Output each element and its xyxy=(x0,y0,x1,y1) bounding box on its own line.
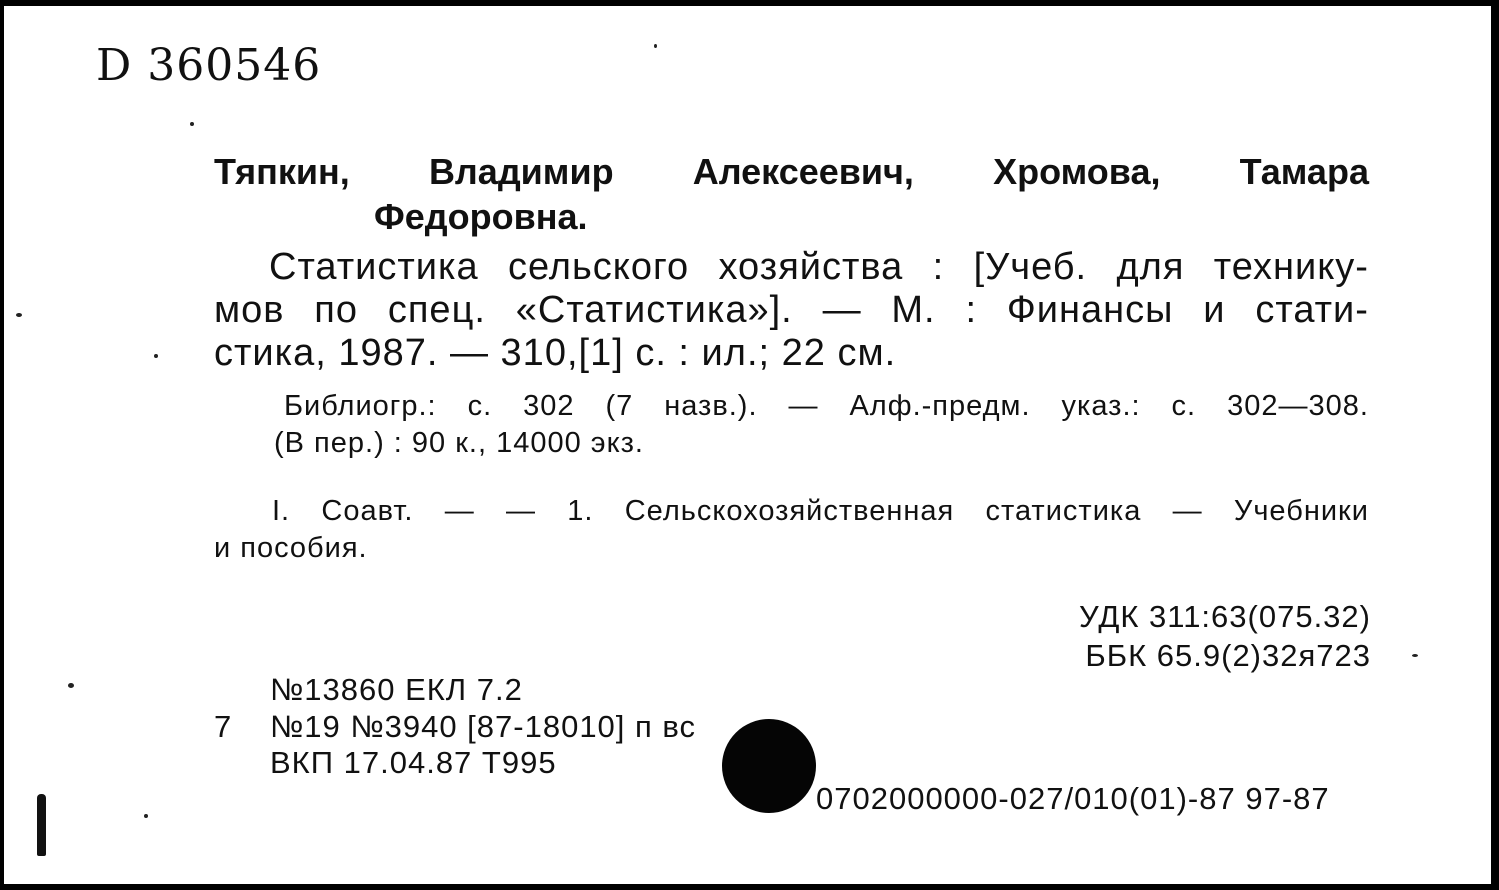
note-word: 302—308. xyxy=(1227,390,1369,422)
speck xyxy=(154,354,158,358)
note-word: с. xyxy=(1171,390,1197,422)
title-line-1 xyxy=(214,246,1369,289)
authors-line-1 xyxy=(214,151,1369,193)
speck xyxy=(144,814,148,818)
subject-word: Сельскохозяйственная xyxy=(624,495,955,527)
title-word: Финансы xyxy=(1006,289,1174,331)
subject-word: Учебники xyxy=(1233,495,1369,527)
record-line-2-prefix: 7 xyxy=(214,709,233,744)
title-word: мов xyxy=(214,289,285,331)
notes-line-1 xyxy=(284,390,1369,423)
bbk-code: ББК 65.9(2)32я723 xyxy=(1085,638,1371,673)
note-word: назв.). xyxy=(664,390,758,422)
title-word: М. xyxy=(891,289,936,331)
subject-word: — xyxy=(444,495,475,527)
speck xyxy=(16,313,22,317)
authors-line-2: Федоровна. xyxy=(374,196,588,237)
call-number: D 360546 xyxy=(96,40,322,91)
record-line-2: №19 №3940 [87-18010] п вс xyxy=(270,709,697,744)
note-word: Алф.-предм. xyxy=(849,390,1031,422)
author-word: Алексеевич, xyxy=(692,151,914,192)
subject-word: — xyxy=(1172,495,1203,527)
subjects-line-1 xyxy=(272,495,1369,528)
note-word: (7 xyxy=(605,390,634,422)
title-word: — xyxy=(822,289,862,331)
note-word: Библиогр.: xyxy=(284,390,437,422)
title-word: сельского xyxy=(507,246,690,288)
notes-line-2: (В пер.) : 90 к., 14000 экз. xyxy=(274,427,644,459)
author-word: Хромова, xyxy=(993,151,1161,192)
edge-mark xyxy=(37,794,46,856)
title-word: по xyxy=(314,289,359,331)
title-word: технику- xyxy=(1213,246,1369,288)
title-word: спец. xyxy=(387,289,486,331)
title-word: хозяйства xyxy=(718,246,904,288)
catalog-card xyxy=(4,6,1491,884)
record-line-1: №13860 ЕКЛ 7.2 xyxy=(270,672,523,707)
subject-word: — xyxy=(506,495,537,527)
speck xyxy=(654,44,657,48)
record-line-3: ВКП 17.04.87 Т995 xyxy=(270,745,557,780)
title-word: стати- xyxy=(1255,289,1369,331)
subject-word: 1. xyxy=(567,495,594,527)
title-line-3: стика, 1987. — 310,[1] с. : ил.; 22 см. xyxy=(214,332,897,374)
author-word: Тамара xyxy=(1239,151,1369,192)
publisher-code-line: 0702000000-027/010(01)-87 97-87 xyxy=(816,781,1330,816)
speck xyxy=(190,122,194,126)
subjects-line-2: и пособия. xyxy=(214,532,368,564)
author-word: Тяпкин, xyxy=(214,151,350,192)
title-word: [Учеб. xyxy=(973,246,1088,288)
title-word: для xyxy=(1116,246,1185,288)
title-word: «Статистика»]. xyxy=(515,289,793,331)
note-word: — xyxy=(788,390,819,422)
title-word: : xyxy=(965,289,978,331)
title-word: и xyxy=(1203,289,1226,331)
note-word: с. xyxy=(467,390,493,422)
punch-hole xyxy=(722,719,816,813)
title-line-2 xyxy=(214,289,1369,332)
title-word: : xyxy=(932,246,945,288)
subject-word: Соавт. xyxy=(321,495,414,527)
subject-word: I. xyxy=(272,495,291,527)
speck xyxy=(1412,654,1418,657)
title-word: Статистика xyxy=(269,246,479,288)
note-word: 302 xyxy=(523,390,575,422)
subject-word: статистика xyxy=(985,495,1142,527)
author-word: Владимир xyxy=(428,151,614,192)
note-word: указ.: xyxy=(1061,390,1141,422)
udk-code: УДК 311:63(075.32) xyxy=(1079,599,1371,634)
speck xyxy=(68,683,74,688)
